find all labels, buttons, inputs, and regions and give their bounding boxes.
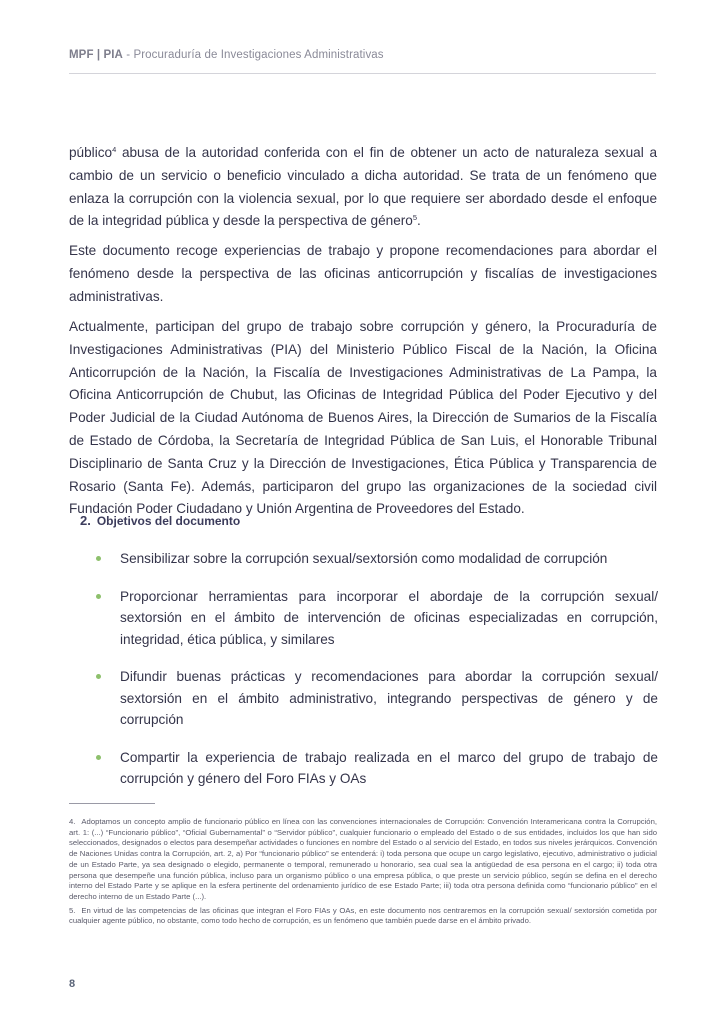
footnote-5 bbox=[69, 906, 657, 927]
list-item bbox=[96, 586, 658, 651]
header-subtitle: Procuraduría de Investigaciones Administrativas bbox=[133, 49, 384, 61]
bullet-dot-icon bbox=[96, 594, 101, 599]
footnote-number: 4. bbox=[69, 817, 76, 826]
paragraph-3: Actualmente, participan del grupo de trabajo sobre corrupción y género, la Procuraduría de Investigaciones Administrativas (PIA) del Ministerio Público Fiscal de la Nación, la Oficina Anticorrupción de la Nación, la Fiscalía de Investigaciones Administrativas de La Pampa, la Oficina Anticorrupción de Chubut, las Oficinas de Integridad Pública del Poder Ejecutivo y del Poder Judicial de la Ciudad Autónoma de Buenos Aires, la Dirección de Sumarios de la Fiscalía de Estado de Córdoba, la Secretaría de Integridad Pública de San Luis, el Honorable Tribunal Disciplinario de Santa Cruz y la Dirección de Investigaciones, Ética Pública y Transparencia de Rosario (Santa Fe). Además, participaron del grupo las organizaciones de la sociedad civil Fundación Poder Ciudadano y Unión Argentina de Proveedores del Estado. bbox=[69, 319, 657, 517]
paragraph-2: Este documento recoge experiencias de trabajo y propone recomendaciones para abordar el fenómeno desde la perspectiva de las oficinas anticorrupción y fiscalías de investigaciones administrativas. bbox=[69, 243, 657, 304]
list-item bbox=[96, 666, 658, 731]
footnote-divider bbox=[69, 803, 155, 804]
list-item bbox=[96, 548, 658, 570]
section-number: 2. bbox=[80, 513, 91, 528]
list-item-text: Compartir la experiencia de trabajo realizada en el marco del grupo de trabajo de corrupción y género del Foro FIAs y OAs bbox=[120, 749, 658, 786]
page-number: 8 bbox=[69, 978, 76, 990]
header-brand: MPF | PIA bbox=[69, 49, 123, 61]
footnote-ref-4[interactable]: 4 bbox=[112, 145, 117, 154]
paragraph-1-end: . bbox=[417, 213, 421, 229]
list-item bbox=[96, 747, 658, 790]
footnote-ref-5[interactable]: 5 bbox=[412, 213, 418, 223]
header-separator: - bbox=[122, 49, 134, 61]
footnote-text: Adoptamos un concepto amplio de funcionario público en línea con las convenciones internacionales de Corrupción: Convención Interamericana contra la Corrupción, art. 1: (...) “Funcionario público”, “Oficial Gubernamental” o “Servidor público”, cualquier funcionario o empleado del Estado o de sus entidades, incluidos los que han sido seleccionados, designados o electos para desempeñar actividades o funciones en nombre del Estado o al servicio del Estado, en todos sus niveles jerárquicos. Convención de Naciones Unidas contra la Corrupción, art. 2, a) Por “funcionario público” se entenderá: i) toda persona que ocupe un cargo legislativo, ejecutivo, administrativo o judicial de un Estado Parte, ya sea designado o elegido, permanente o temporal, remunerado u honorario, sea cual sea la antigüedad de esa persona en el cargo; ii) toda otra persona que desempeñe una función pública, incluso para un organismo público o una empresa pública, o que preste un servicio público, según se defina en el derecho interno del Estado Parte y se aplique en la esfera pertinente del ordenamiento jurídico de ese Estado Parte; iii) toda otra persona definida como “funcionario público” en el derecho interno de un Estado Parte (...). bbox=[69, 817, 657, 901]
page-header bbox=[69, 49, 384, 61]
bullet-dot-icon bbox=[96, 755, 101, 760]
paragraph-1-start: público bbox=[69, 145, 113, 160]
footnote-text: En virtud de las competencias de las oficinas que integran el Foro FIAs y OAs, en este documento nos centraremos en la corrupción sexual/ sextorsión cometida por cualquier agente público, no obstante, como todo hecho de corrupción, es un fenómeno que también puede darse en el ámbito privado. bbox=[69, 905, 657, 926]
section-title: Objetivos del documento bbox=[96, 514, 241, 528]
list-item-text: Proporcionar herramientas para incorporar el abordaje de la corrupción sexual/ sextorsión en el ámbito de intervención de oficinas especializadas en corrupción, integridad, ética pública, y similares bbox=[120, 588, 658, 647]
footnotes bbox=[69, 817, 657, 930]
section-heading bbox=[80, 513, 240, 528]
header-divider bbox=[69, 73, 656, 74]
footnote-4 bbox=[69, 817, 657, 903]
footnote-number: 5. bbox=[69, 905, 76, 915]
objectives-list bbox=[96, 548, 658, 790]
bullet-dot-icon bbox=[96, 556, 101, 561]
list-item-text: Sensibilizar sobre la corrupción sexual/sextorsión como modalidad de corrupción bbox=[120, 551, 608, 566]
paragraph-1-body: abusa de la autoridad conferida con el fin de obtener un acto de naturaleza sexual a cambio de un servicio o beneficio vinculado a dicha autoridad. Se trata de un fenómeno que enlaza la corrupción con la violencia sexual, por lo que requiere ser abordado desde el enfoque de la integridad pública y desde la perspectiva de género bbox=[69, 145, 657, 229]
bullet-dot-icon bbox=[96, 674, 101, 679]
paragraph-1 bbox=[69, 142, 657, 233]
list-item-text: Difundir buenas prácticas y recomendaciones para abordar la corrupción sexual/ sextorsión en el ámbito administrativo, integrando perspectivas de género y de corrupción bbox=[120, 669, 658, 727]
